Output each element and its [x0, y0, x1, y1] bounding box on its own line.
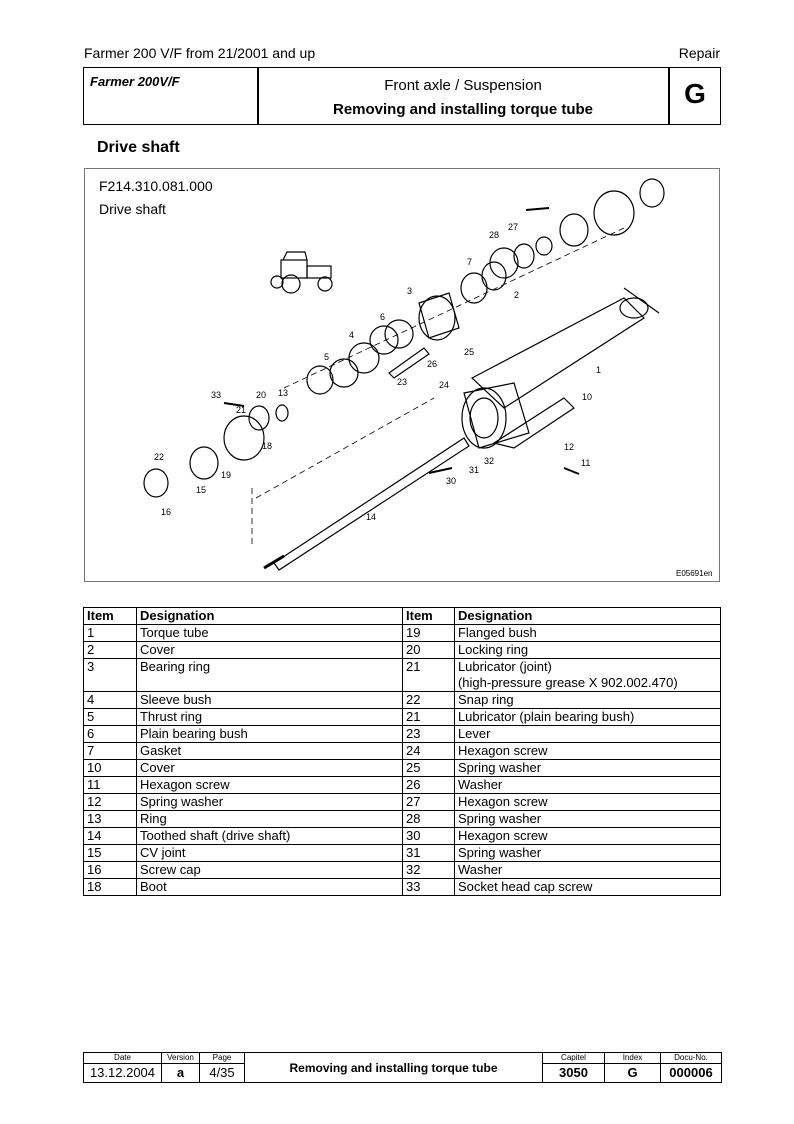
svg-text:31: 31: [469, 465, 480, 475]
svg-text:23: 23: [397, 377, 408, 387]
item-number: 30: [403, 828, 455, 845]
item-number: 22: [403, 692, 455, 709]
svg-text:25: 25: [464, 347, 475, 357]
drive-shaft: [274, 438, 469, 570]
section-heading: Drive shaft: [97, 139, 180, 156]
item-designation: Hexagon screw: [454, 743, 720, 760]
footer-date-label: Date: [84, 1053, 162, 1064]
item-number: 21: [403, 659, 455, 692]
item-designation: Boot: [136, 879, 402, 896]
table-row: [84, 862, 721, 879]
item-number: 27: [403, 794, 455, 811]
item-designation: Cover: [136, 642, 402, 659]
item-number: 28: [403, 811, 455, 828]
item-designation: Lubricator (joint) (high-pressure grease X 902.002.470): [454, 659, 720, 692]
table-row: [84, 709, 721, 726]
table-row: [84, 879, 721, 896]
svg-text:20: 20: [256, 390, 267, 400]
table-row: [84, 828, 721, 845]
footer-capitel: 3050: [543, 1064, 605, 1083]
column-header-designation: Designation: [136, 608, 402, 625]
item-number: 20: [403, 642, 455, 659]
item-number: 25: [403, 760, 455, 777]
item-number: 32: [403, 862, 455, 879]
svg-text:15: 15: [196, 485, 207, 495]
svg-text:12: 12: [564, 442, 575, 452]
item-designation: Hexagon screw: [136, 777, 402, 794]
svg-text:14: 14: [366, 512, 377, 522]
footer-page-label: Page: [200, 1053, 245, 1064]
item-number: 12: [84, 794, 137, 811]
footer-docu-label: Docu-No.: [661, 1053, 722, 1064]
svg-text:3: 3: [407, 286, 413, 296]
svg-text:13: 13: [278, 388, 289, 398]
item-number: 14: [84, 828, 137, 845]
item-number: 2: [84, 642, 137, 659]
footer-index-label: Index: [605, 1053, 661, 1064]
svg-text:18: 18: [262, 441, 273, 451]
svg-text:5: 5: [324, 352, 330, 362]
header-model: Farmer 200V/F: [90, 74, 180, 89]
table-row: [84, 794, 721, 811]
svg-text:7: 7: [467, 257, 473, 267]
item-designation: Spring washer: [454, 760, 720, 777]
item-number: 11: [84, 777, 137, 794]
footer-date: 13.12.2004: [84, 1064, 162, 1083]
item-designation: Lubricator (plain bearing bush): [454, 709, 720, 726]
table-row: [84, 845, 721, 862]
svg-text:24: 24: [439, 380, 450, 390]
header-chapter: Front axle / Suspension: [384, 77, 542, 94]
item-designation: Torque tube: [136, 625, 402, 642]
item-designation: Hexagon screw: [454, 794, 720, 811]
table-header-row: [84, 608, 721, 625]
item-designation: Socket head cap screw: [454, 879, 720, 896]
table-row: [84, 743, 721, 760]
item-number: 1: [84, 625, 137, 642]
column-header-item: Item: [403, 608, 455, 625]
footer-version-label: Version: [162, 1053, 200, 1064]
item-designation: Thrust ring: [136, 709, 402, 726]
column-header-item: Item: [84, 608, 137, 625]
item-number: 21: [403, 709, 455, 726]
item-designation: Plain bearing bush: [136, 726, 402, 743]
svg-text:19: 19: [221, 470, 232, 480]
svg-text:1: 1: [596, 365, 602, 375]
table-row: [84, 811, 721, 828]
footer-capitel-label: Capitel: [543, 1053, 605, 1064]
figure-part-name: Drive shaft: [99, 201, 166, 217]
item-number: 23: [403, 726, 455, 743]
item-number: 16: [84, 862, 137, 879]
item-designation: Snap ring: [454, 692, 720, 709]
parts-table-body: [84, 625, 721, 896]
table-row: [84, 692, 721, 709]
svg-text:4: 4: [349, 330, 355, 340]
svg-text:33: 33: [211, 390, 222, 400]
item-number: 7: [84, 743, 137, 760]
column-header-designation: Designation: [454, 608, 720, 625]
item-designation: Toothed shaft (drive shaft): [136, 828, 402, 845]
tractor-icon: [271, 252, 332, 293]
callout-labels: [154, 222, 601, 522]
svg-text:21: 21: [236, 405, 247, 415]
svg-text:28: 28: [489, 230, 500, 240]
table-row: [84, 777, 721, 794]
parts-table: [83, 607, 721, 896]
item-designation: Washer: [454, 862, 720, 879]
svg-text:27: 27: [508, 222, 519, 232]
item-number: 5: [84, 709, 137, 726]
item-designation: Lever: [454, 726, 720, 743]
svg-text:11: 11: [581, 458, 591, 468]
figure-code: E05691en: [676, 569, 713, 578]
item-number: 10: [84, 760, 137, 777]
exploded-view-diagram: [84, 168, 720, 582]
item-designation: Hexagon screw: [454, 828, 720, 845]
item-number: 26: [403, 777, 455, 794]
svg-text:2: 2: [514, 290, 520, 300]
document-header-box: [83, 67, 721, 125]
svg-text:32: 32: [484, 456, 495, 466]
item-number: 13: [84, 811, 137, 828]
item-designation: Spring washer: [454, 845, 720, 862]
footer-version: a: [162, 1064, 200, 1083]
running-head-title: Farmer 200 V/F from 21/2001 and up: [84, 45, 316, 61]
footer-title: Removing and installing torque tube: [245, 1053, 543, 1083]
torque-tube: [472, 298, 644, 408]
item-designation: Spring washer: [136, 794, 402, 811]
table-row: [84, 625, 721, 642]
item-number: 3: [84, 659, 137, 692]
table-row: [84, 726, 721, 743]
item-number: 18: [84, 879, 137, 896]
item-designation: Spring washer: [454, 811, 720, 828]
footer-page: 4/35: [200, 1064, 245, 1083]
item-designation: Sleeve bush: [136, 692, 402, 709]
item-designation: Flanged bush: [454, 625, 720, 642]
item-designation: Locking ring: [454, 642, 720, 659]
item-number: 6: [84, 726, 137, 743]
item-designation: Washer: [454, 777, 720, 794]
document-footer: [83, 1052, 722, 1083]
footer-docu-no: 000006: [661, 1064, 722, 1083]
footer-index: G: [605, 1064, 661, 1083]
figure-part-number: F214.310.081.000: [99, 178, 213, 194]
item-number: 33: [403, 879, 455, 896]
item-number: 31: [403, 845, 455, 862]
header-chapter-letter: G: [684, 78, 706, 109]
item-designation: Bearing ring: [136, 659, 402, 692]
item-number: 15: [84, 845, 137, 862]
svg-text:6: 6: [380, 312, 386, 322]
item-designation: Ring: [136, 811, 402, 828]
table-row: [84, 760, 721, 777]
item-number: 19: [403, 625, 455, 642]
svg-text:22: 22: [154, 452, 165, 462]
svg-text:30: 30: [446, 476, 457, 486]
table-row: [84, 642, 721, 659]
item-designation: CV joint: [136, 845, 402, 862]
running-head-section: Repair: [678, 45, 720, 61]
item-designation: Gasket: [136, 743, 402, 760]
header-subject: Removing and installing torque tube: [332, 101, 593, 118]
svg-text:16: 16: [161, 507, 172, 517]
item-designation: Cover: [136, 760, 402, 777]
item-number: 24: [403, 743, 455, 760]
svg-text:10: 10: [582, 392, 593, 402]
item-number: 4: [84, 692, 137, 709]
table-row: [84, 659, 721, 692]
svg-text:26: 26: [427, 359, 438, 369]
item-designation: Screw cap: [136, 862, 402, 879]
